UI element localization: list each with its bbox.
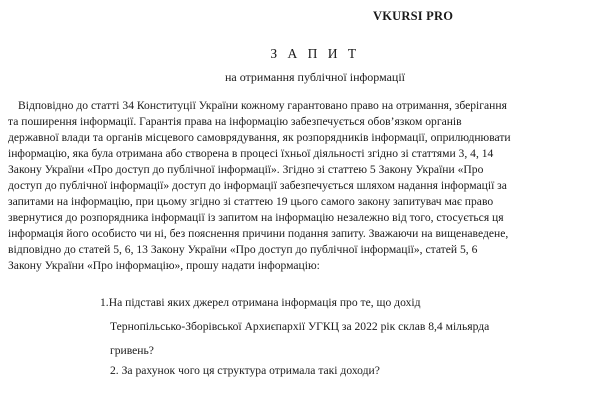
document-body bbox=[8, 98, 592, 274]
question-2: 2. За рахунок чого ця структура отримала такі доходи? bbox=[110, 364, 380, 377]
body-line: звернутися до розпорядника інформації із запитом на інформацію незалежно від того, стосується ця bbox=[8, 211, 504, 224]
document-subtitle: на отримання публічної інформації bbox=[224, 70, 406, 84]
body-line: та поширення інформації. Гарантія права на інформацію забезпечується обов’язком органів bbox=[8, 115, 462, 128]
question-1-line-2: Тернопільсько-Зборівської Архиєпархії УГКЦ за 2022 рік склав 8,4 мільярда bbox=[110, 320, 490, 333]
question-1-line-3: гривень? bbox=[110, 344, 154, 357]
body-line: інформацію, яка була отримана або створена в процесі їхньої діяльності згідно зі статтями 3, 4, 14 bbox=[8, 147, 494, 160]
document-title: З А П И Т bbox=[270, 46, 360, 61]
body-line: Відповідно до статті 34 Конституції України кожному гарантовано право на отримання, зберігання bbox=[18, 99, 507, 112]
body-line: запитами на інформацію, при цьому згідно зі статтею 19 цього самого закону запитувач має право bbox=[8, 195, 494, 208]
body-line: відповідно до статей 5, 6, 13 Закону України «Про доступ до публічної інформації», статей 5, 6 bbox=[8, 243, 478, 256]
body-line: Закону України «Про інформацію», прошу надати інформацію: bbox=[8, 259, 320, 272]
brand-header: VKURSI PRO bbox=[373, 9, 454, 23]
body-line: державної влади та органів місцевого самоврядування, як розпорядників інформації, оприлюднювати bbox=[8, 131, 511, 144]
body-line: інформація його особисто чи ні, без пояснення причини подання запиту. Зважаючи на вищенаведене, bbox=[8, 227, 509, 240]
body-line: Закону України «Про доступ до публічної інформації». Згідно зі статтею 5 Закону України «Про bbox=[8, 163, 484, 176]
body-line: доступ до публічної інформації» доступ до інформації забезпечується шляхом надання інформації за bbox=[8, 179, 507, 192]
question-1-line-1: 1.На підставі яких джерел отримана інформація про те, що дохід bbox=[100, 296, 421, 309]
